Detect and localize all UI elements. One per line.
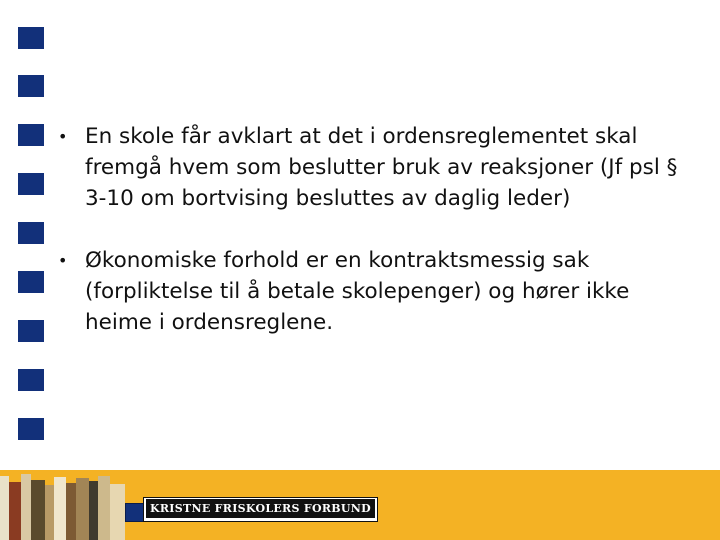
bullet-item	[58, 245, 698, 338]
logo-icon	[125, 503, 145, 522]
bullet-list	[58, 121, 698, 338]
bullet-text: Økonomiske forhold er en kontraktsmessig sak (forpliktelse til å betale skolepenger) og hører ikke heime i ordensreglene.	[85, 248, 630, 335]
book-spine	[21, 474, 31, 540]
book-spine	[66, 483, 76, 540]
decor-square	[18, 418, 44, 440]
books-image	[0, 470, 125, 540]
bullet-marker: •	[58, 251, 68, 270]
decor-square	[18, 369, 44, 391]
book-spine	[98, 476, 110, 540]
decor-square	[18, 124, 44, 146]
book-spine	[76, 478, 89, 540]
logo-text: KRISTNE FRISKOLERS FORBUND	[146, 499, 375, 518]
book-spine	[45, 485, 54, 540]
book-spine	[54, 477, 66, 540]
bullet-item	[58, 121, 698, 214]
bullet-text: En skole får avklart at det i ordensreglementet skal fremgå hvem som beslutter bruk av reaksjoner (Jf psl § 3-10 om bortvising besluttes av daglig leder)	[85, 124, 678, 211]
book-spine	[31, 480, 45, 540]
decor-square	[18, 271, 44, 293]
decor-square	[18, 75, 44, 97]
book-spine	[110, 484, 125, 540]
bullet-marker: •	[58, 127, 68, 146]
decor-square	[18, 320, 44, 342]
book-spine	[9, 482, 21, 540]
decor-square	[18, 27, 44, 49]
decor-square	[18, 173, 44, 195]
book-spine	[89, 481, 98, 540]
decor-square	[18, 222, 44, 244]
organization-logo	[143, 497, 378, 522]
book-spine	[0, 476, 9, 540]
